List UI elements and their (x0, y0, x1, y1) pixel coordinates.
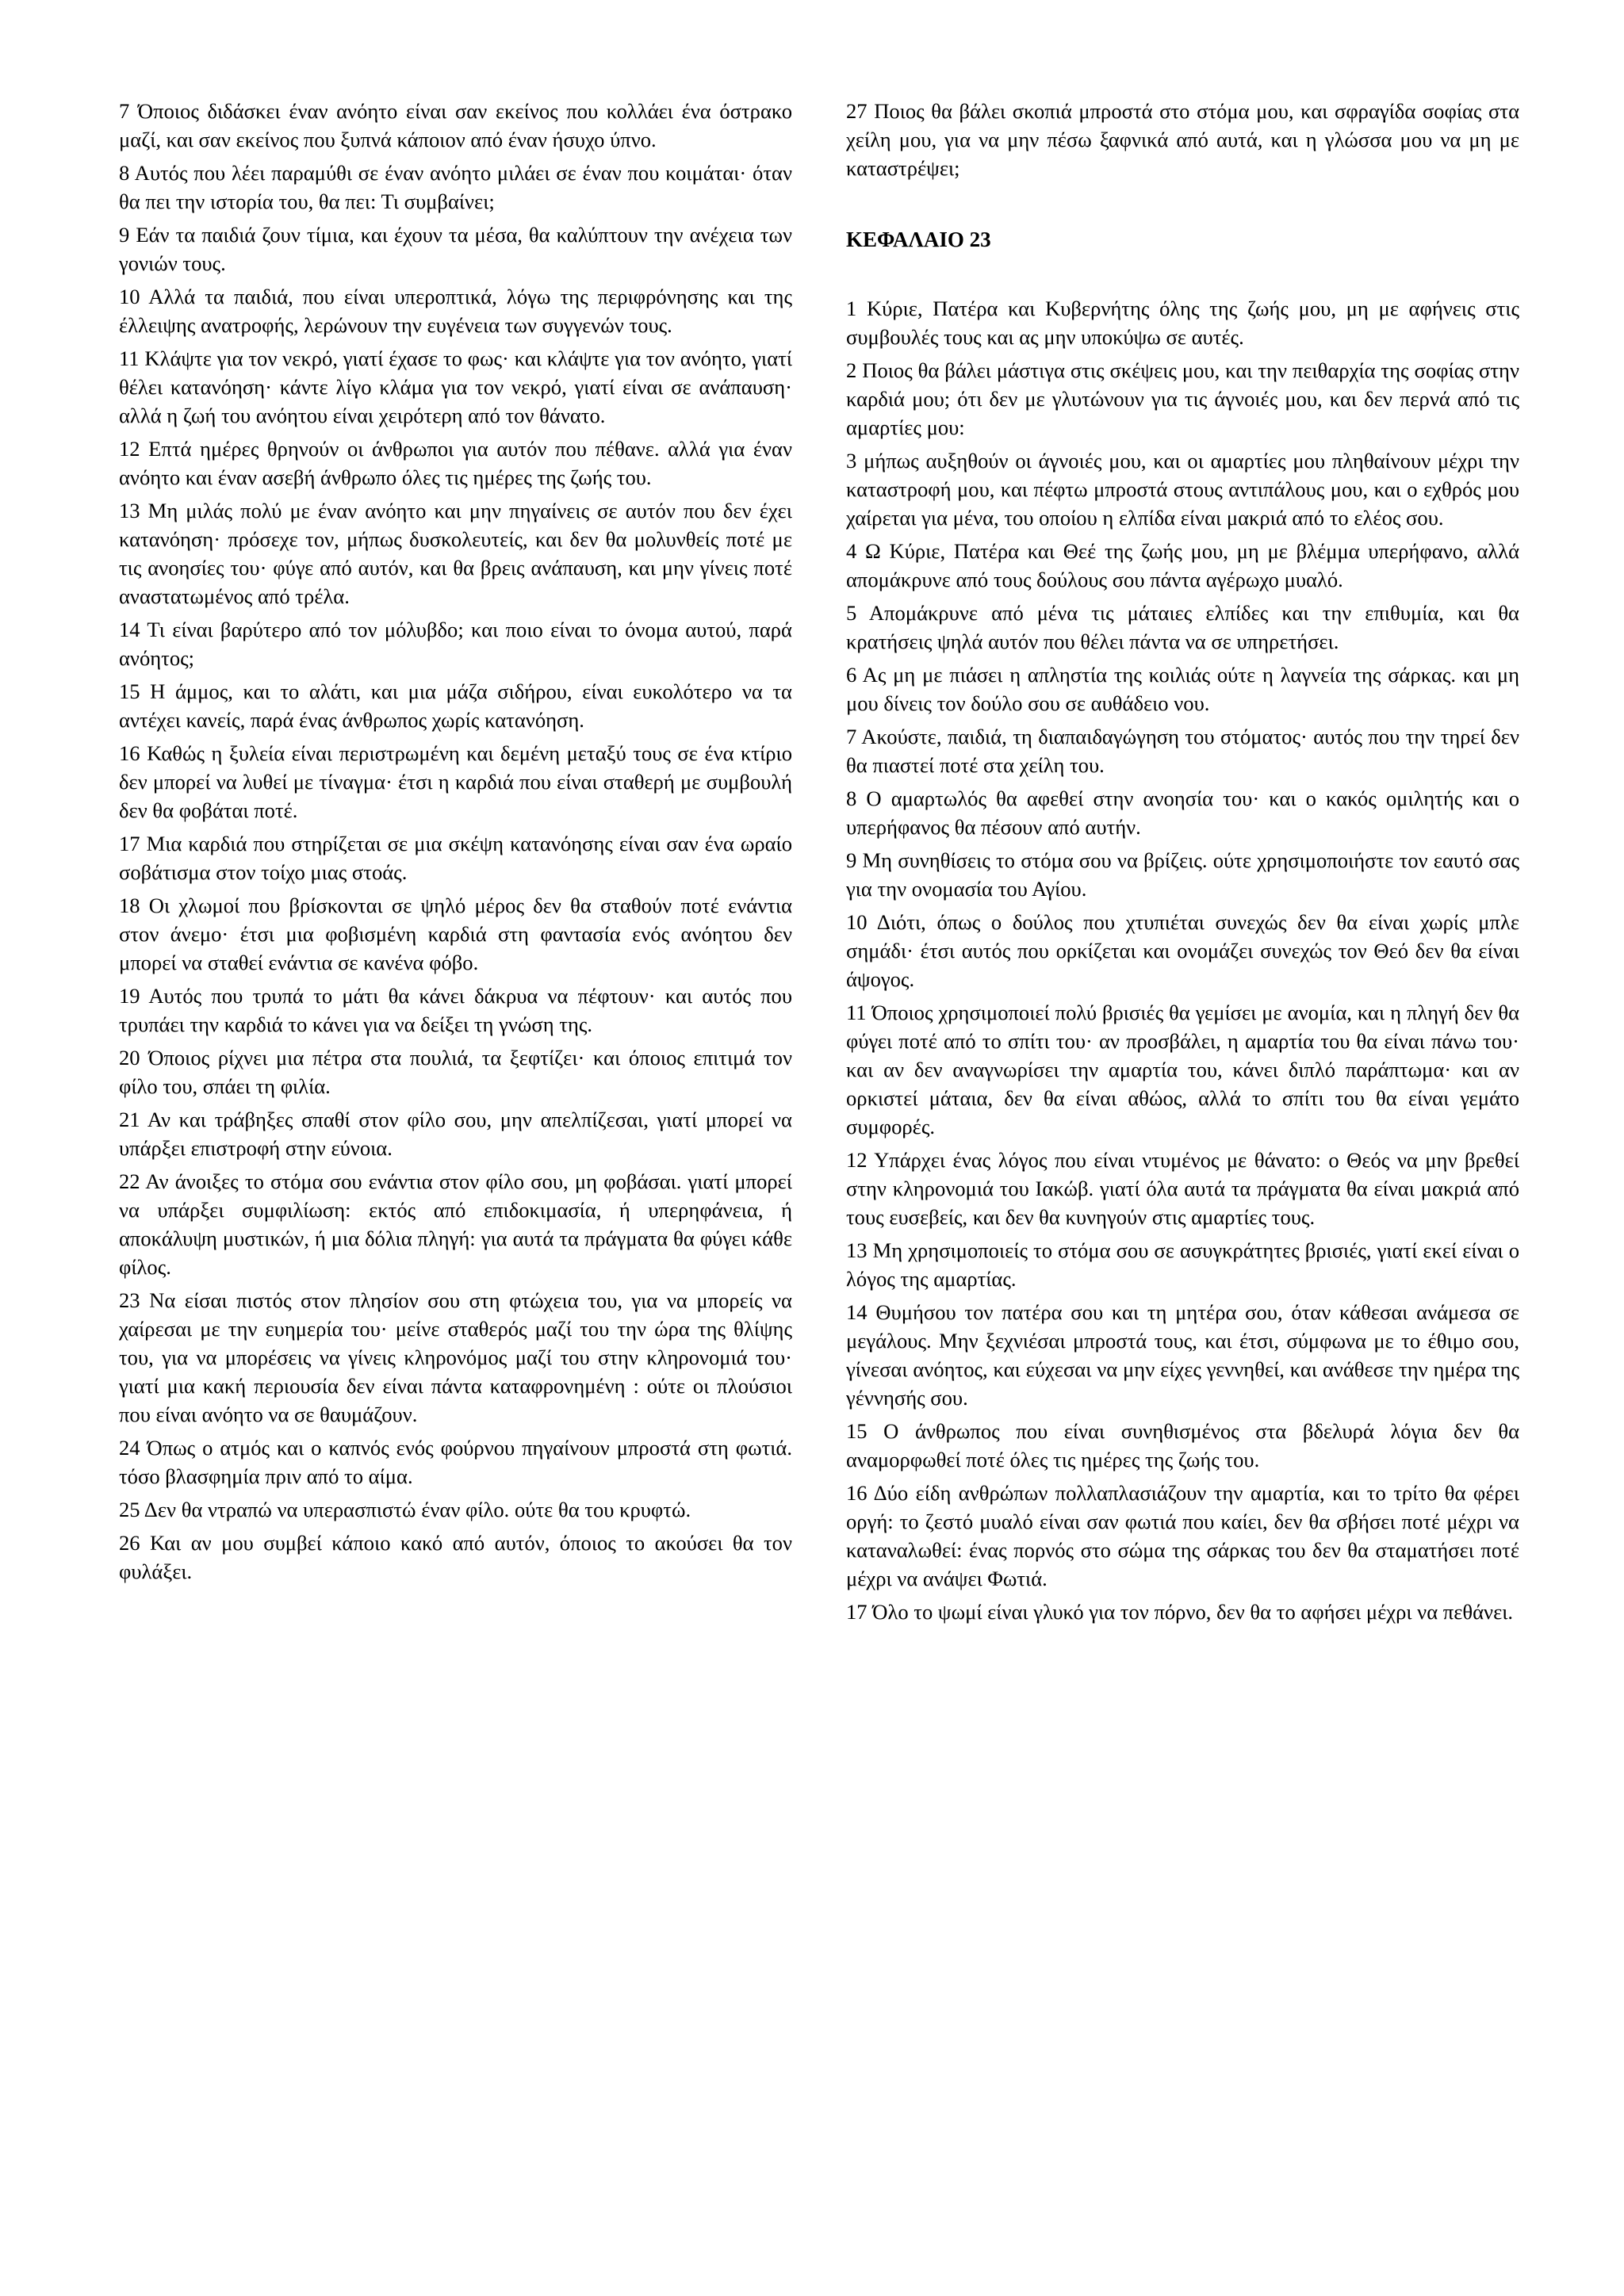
verse-12: 12 Επτά ημέρες θρηνούν οι άνθρωποι για αυτόν που πέθανε. αλλά για έναν ανόητο και έναν ασεβή άνθρωπο όλες τις ημέρες της ζωής του. (119, 437, 792, 489)
left-column (119, 97, 792, 1590)
chapter-heading: ΚΕΦΑΛΑΙΟ 23 (846, 228, 991, 251)
right-column (846, 97, 1519, 1631)
verse-17: 17 Μια καρδιά που στηρίζεται σε μια σκέψη κατανόησης είναι σαν ένα ωραίο σοβάτισμα στον τοίχο μιας στοάς. (119, 832, 792, 884)
document-page (119, 97, 1519, 2269)
verse-9: 9 Εάν τα παιδιά ζουν τίμια, και έχουν τα μέσα, θα καλύπτουν την ανέχεια των γονιών τους. (119, 223, 792, 275)
verse-14: 14 Τι είναι βαρύτερο από τον μόλυβδο; και ποιο είναι το όνομα αυτού, παρά ανόητος; (119, 618, 792, 670)
verse-18: 18 Οι χλωμοί που βρίσκονται σε ψηλό μέρος δεν θα σταθούν ποτέ ενάντια στον άνεμο· έτσι μια φοβισμένη καρδιά στη φαντασία ενός ανόητου δεν μπορεί να σταθεί ενάντια σε κανένα φόβο. (119, 894, 792, 974)
verse-26: 26 Και αν μου συμβεί κάποιο κακό από αυτόν, όποιος το ακούσει θα τον φυλάξει. (119, 1531, 792, 1583)
verse-13: 13 Μη μιλάς πολύ με έναν ανόητο και μην πηγαίνεις σε αυτόν που δεν έχει κατανόηση· πρόσεχε τον, μήπως δυσκολευτείς, και δεν θα μολυνθείς ποτέ με τις ανοησίες του· φύγε από αυτόν, και θα βρεις ανάπαυση, και μην γίνεις ποτέ αναστατωμένος από τρέλα. (119, 499, 792, 608)
verse-19: 19 Αυτός που τρυπά το μάτι θα κάνει δάκρυα να πέφτουν· και αυτός που τρυπάει την καρδιά το κάνει για να δείξει τη γνώση της. (119, 984, 792, 1036)
verse-23: 23 Να είσαι πιστός στον πλησίον σου στη φτώχεια του, για να μπορείς να χαίρεσαι με την ευημερία του· μείνε σταθερός μαζί του την ώρα της θλίψης του, για να μπορέσεις να γίνεις κληρονόμος μαζί του στην κληρονομιά του· γιατί μια κακή περιουσία δεν είναι πάντα καταφρονημένη : ούτε οι πλούσιοι που είναι ανόητο να σε θαυμάζουν. (119, 1288, 792, 1426)
chapter-23-verse-3: 3 μήπως αυξηθούν οι άγνοιές μου, και οι αμαρτίες μου πληθαίνουν μέχρι την καταστροφή μου, και πέφτω μπροστά στους αντιπάλους μου, και ο εχθρός μου χαίρεται για μένα, του οποίου η ελπίδα είναι μακριά από το ελέος σου. (846, 449, 1519, 530)
verse-10: 10 Αλλά τα παιδιά, που είναι υπεροπτικά, λόγω της περιφρόνησης και της έλλειψης ανατροφής, λερώνουν την ευγένεια των συγγενών τους. (119, 285, 792, 337)
verse-7: 7 Όποιος διδάσκει έναν ανόητο είναι σαν εκείνος που κολλάει ένα όστρακο μαζί, και σαν εκείνος που ξυπνά κάποιον από έναν ήσυχο ύπνο. (119, 99, 792, 151)
verse-15: 15 Η άμμος, και το αλάτι, και μια μάζα σιδήρου, είναι ευκολότερο να τα αντέχει κανείς, παρά ένας άνθρωπος χωρίς κατανόηση. (119, 679, 792, 732)
chapter-23-verse-17: 17 Όλο το ψωμί είναι γλυκό για τον πόρνο, δεν θα το αφήσει μέχρι να πεθάνει. (846, 1600, 1514, 1624)
chapter-23-verse-4: 4 Ω Κύριε, Πατέρα και Θεέ της ζωής μου, μη με βλέμμα υπερήφανο, αλλά απομάκρυνε από τους δούλους σου πάντα αγέρωχο μυαλό. (846, 539, 1519, 591)
verse-8: 8 Αυτός που λέει παραμύθι σε έναν ανόητο μιλάει σε έναν που κοιμάται· όταν θα πει την ιστορία του, θα πει: Τι συμβαίνει; (119, 161, 792, 213)
verse-25: 25 Δεν θα ντραπώ να υπερασπιστώ έναν φίλο. ούτε θα του κρυφτώ. (119, 1498, 691, 1521)
verse-16: 16 Καθώς η ξυλεία είναι περιστρωμένη και δεμένη μεταξύ τους σε ένα κτίριο δεν μπορεί να λυθεί με τίναγμα· έτσι η καρδιά που είναι σταθερή με συμβουλή δεν θα φοβάται ποτέ. (119, 741, 792, 822)
chapter-23-verse-1: 1 Κύριε, Πατέρα και Κυβερνήτης όλης της ζωής μου, μη με αφήνεις στις συμβουλές τους και ας μην υποκύψω σε αυτές. (846, 297, 1519, 349)
verse-27: 27 Ποιος θα βάλει σκοπιά μπροστά στο στόμα μου, και σφραγίδα σοφίας στα χείλη μου, για να μην πέσω ξαφνικά από αυτά, και η γλώσσα μου να μη με καταστρέψει; (846, 99, 1519, 180)
chapter-23-verse-14: 14 Θυμήσου τον πατέρα σου και τη μητέρα σου, όταν κάθεσαι ανάμεσα σε μεγάλους. Μην ξεχνιέσαι μπροστά τους, και έτσι, σύμφωνα με το έθιμο σου, γίνεσαι ανόητος, και εύχεσαι να μην είχες γεννηθεί, και ανάθεσε την ημέρα της γέννησής σου. (846, 1300, 1519, 1410)
chapter-23-verse-6: 6 Ας μη με πιάσει η απληστία της κοιλιάς ούτε η λαγνεία της σάρκας. και μη μου δίνεις τον δούλο σου σε αυθάδειο νου. (846, 663, 1519, 715)
chapter-23-verse-16: 16 Δύο είδη ανθρώπων πολλαπλασιάζουν την αμαρτία, και το τρίτο θα φέρει οργή: το ζεστό μυαλό είναι σαν φωτιά που καίει, δεν θα σβήσει ποτέ μέχρι να καταναλωθεί: ένας πορνός στο σώμα της σάρκας του δεν θα σταματήσει ποτέ μέχρι να ανάψει Φωτιά. (846, 1481, 1519, 1590)
chapter-23-verse-12: 12 Υπάρχει ένας λόγος που είναι ντυμένος με θάνατο: ο Θεός να μην βρεθεί στην κληρονομιά του Ιακώβ. γιατί όλα αυτά τα πράγματα θα είναι μακριά από τους ευσεβείς, και δεν θα κυνηγούν στις αμαρτίες τους. (846, 1148, 1519, 1229)
verse-20: 20 Όποιος ρίχνει μια πέτρα στα πουλιά, τα ξεφτίζει· και όποιος επιτιμά τον φίλο του, σπάει τη φιλία. (119, 1046, 792, 1098)
chapter-23-verse-2: 2 Ποιος θα βάλει μάστιγα στις σκέψεις μου, και την πειθαρχία της σοφίας στην καρδιά μου; ότι δεν με γλυτώνουν για τις άγνοιές μου, και δεν περνά από τις αμαρτίες μου: (846, 358, 1519, 439)
chapter-23-verse-11: 11 Όποιος χρησιμοποιεί πολύ βρισιές θα γεμίσει με ανομία, και η πληγή δεν θα φύγει ποτέ από το σπίτι του· αν προσβάλει, η αμαρτία του θα είναι πάνω του· και αν δεν αναγνωρίσει την αμαρτία του, κάνει διπλό παράπτωμα· και αν ορκιστεί μάταια, δεν θα είναι αθώος, αλλά το σπίτι του θα είναι γεμάτο συμφορές. (846, 1001, 1519, 1138)
chapter-23-verse-5: 5 Απομάκρυνε από μένα τις μάταιες ελπίδες και την επιθυμία, και θα κρατήσεις ψηλά αυτόν που θέλει πάντα να σε υπηρετήσει. (846, 601, 1519, 653)
chapter-23-verse-8: 8 Ο αμαρτωλός θα αφεθεί στην ανοησία του· και ο κακός ομιλητής και ο υπερήφανος θα πέσουν από αυτήν. (846, 786, 1519, 839)
chapter-23-verse-10: 10 Διότι, όπως ο δούλος που χτυπιέται συνεχώς δεν θα είναι χωρίς μπλε σημάδι· έτσι αυτός που ορκίζεται και ονομάζει συνεχώς τον Θεό δεν θα είναι άψογος. (846, 910, 1519, 991)
chapter-23-verse-13: 13 Μη χρησιμοποιείς το στόμα σου σε ασυγκράτητες βρισιές, γιατί εκεί είναι ο λόγος της αμαρτίας. (846, 1238, 1519, 1291)
chapter-23-verse-15: 15 Ο άνθρωπος που είναι συνηθισμένος στα βδελυρά λόγια δεν θα αναμορφωθεί ποτέ όλες τις ημέρες της ζωής του. (846, 1419, 1519, 1471)
verse-22: 22 Αν άνοιξες το στόμα σου ενάντια στον φίλο σου, μη φοβάσαι. γιατί μπορεί να υπάρξει συμφιλίωση: εκτός από επιδοκιμασία, ή υπερηφάνεια, ή αποκάλυψη μυστικών, ή μια δόλια πληγή: για αυτά τα πράγματα θα φύγει κάθε φίλος. (119, 1169, 792, 1279)
chapter-23-verse-9: 9 Μη συνηθίσεις το στόμα σου να βρίζεις. ούτε χρησιμοποιήστε τον εαυτό σας για την ονομασία του Αγίου. (846, 848, 1519, 901)
chapter-23-verse-7: 7 Ακούστε, παιδιά, τη διαπαιδαγώγηση του στόματος· αυτός που την τηρεί δεν θα πιαστεί ποτέ στα χείλη του. (846, 725, 1519, 777)
verse-24: 24 Όπως ο ατμός και ο καπνός ενός φούρνου πηγαίνουν μπροστά στη φωτιά. τόσο βλασφημία πριν από το αίμα. (119, 1436, 792, 1488)
verse-11: 11 Κλάψτε για τον νεκρό, γιατί έχασε το φως· και κλάψτε για τον ανόητο, γιατί θέλει κατανόηση· κάντε λίγο κλάμα για τον νεκρό, γιατί είναι σε ανάπαυση· αλλά η ζωή του ανόητου είναι χειρότερη από τον θάνατο. (119, 346, 792, 427)
verse-21: 21 Αν και τράβηξες σπαθί στον φίλο σου, μην απελπίζεσαι, γιατί μπορεί να υπάρξει επιστροφή στην εύνοια. (119, 1108, 792, 1160)
